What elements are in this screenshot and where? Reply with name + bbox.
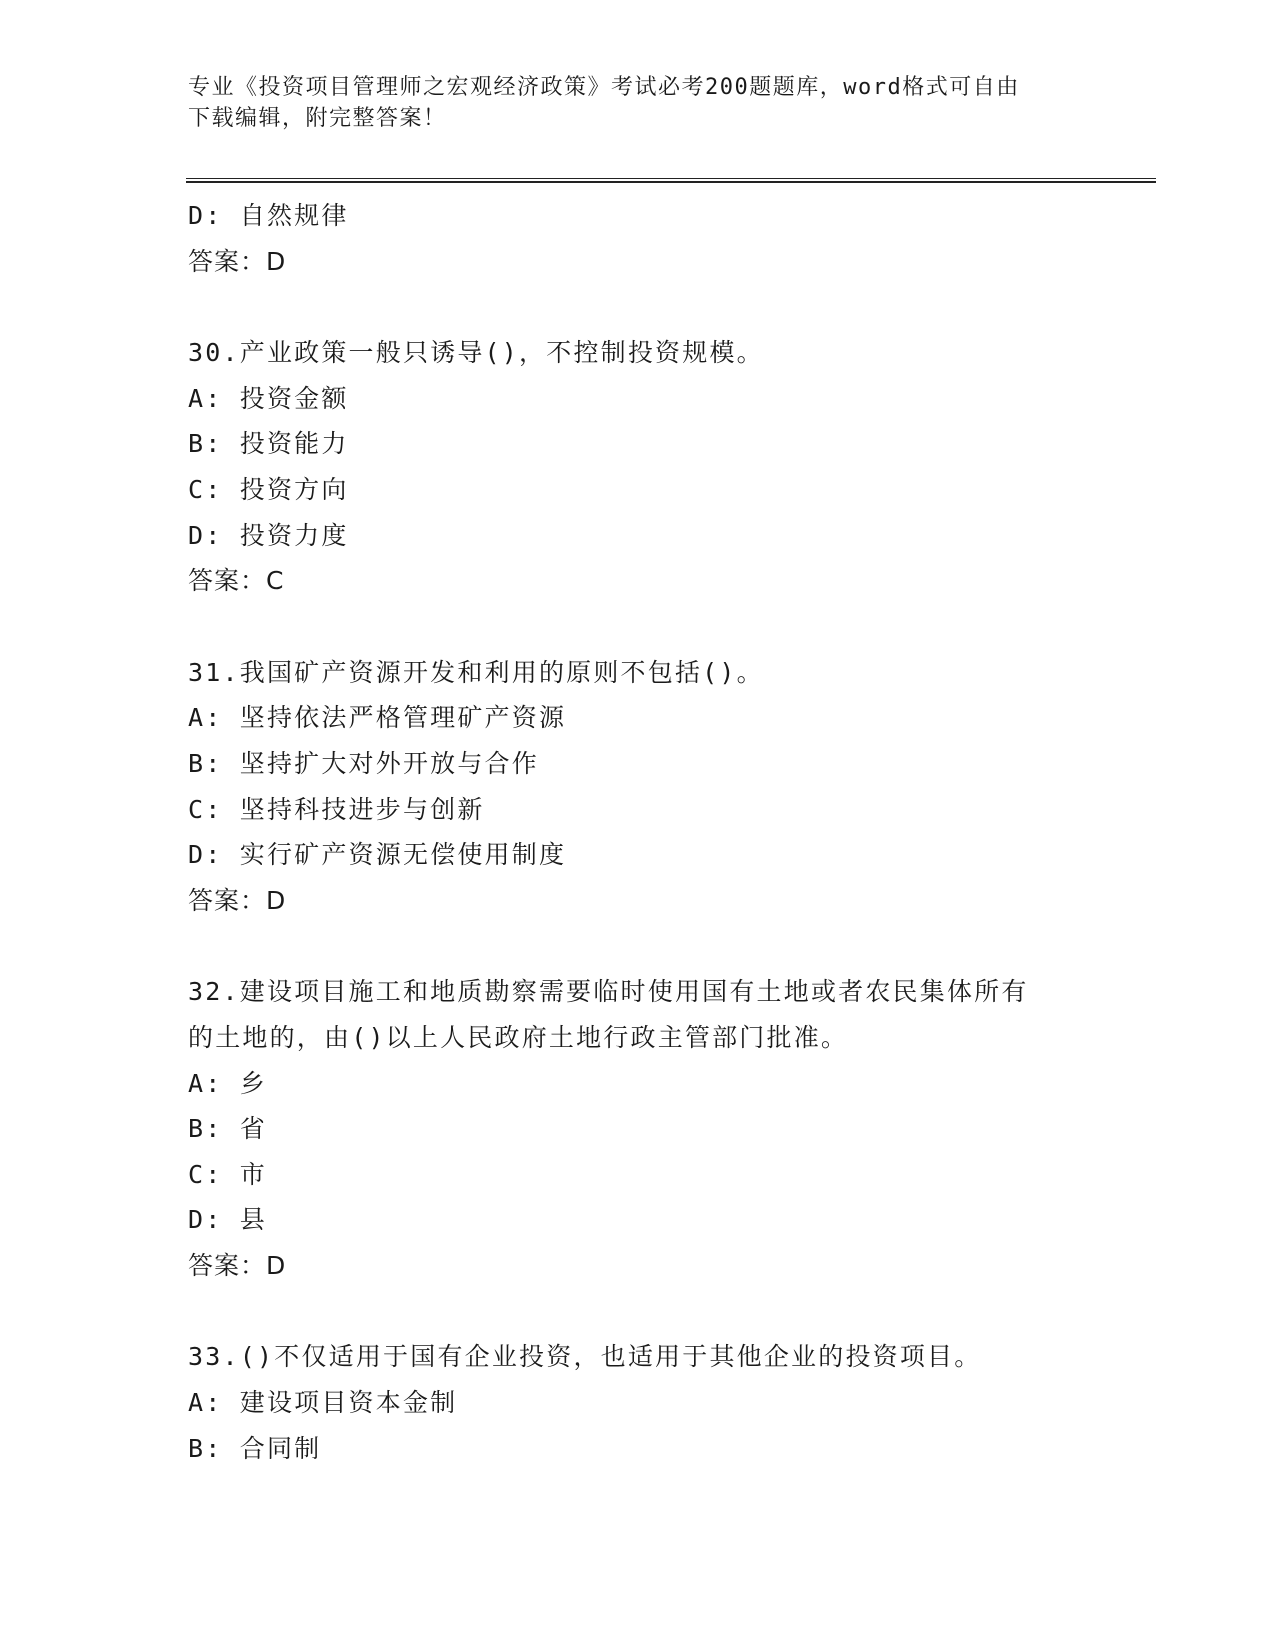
option-c: C: 市: [188, 1159, 267, 1189]
option-d: D: 投资力度: [188, 520, 349, 550]
option-a: A: 乡: [188, 1068, 267, 1098]
option-c: C: 投资方向: [188, 474, 349, 504]
question-text: 30.产业政策一般只诱导()，不控制投资规模。: [188, 338, 764, 368]
option-a: A: 投资金额: [188, 383, 349, 413]
spacer: [188, 923, 1128, 969]
question-block-29-tail: [188, 193, 1128, 284]
question-text-line-1: 32.建设项目施工和地质勘察需要临时使用国有土地或者农民集体所有: [188, 977, 1029, 1007]
spacer: [188, 1288, 1128, 1334]
question-block-30: [188, 330, 1128, 604]
header-line-1: 专业《投资项目管理师之宏观经济政策》考试必考200题题库，word格式可自由: [188, 75, 1020, 100]
document-header: [188, 72, 1088, 134]
question-text-line-2: 的土地的，由()以上人民政府土地行政主管部门批准。: [188, 1022, 849, 1052]
spacer: [188, 284, 1128, 330]
option-a: A: 建设项目资本金制: [188, 1388, 458, 1418]
spacer: [188, 604, 1128, 650]
option-c: C: 坚持科技进步与创新: [188, 794, 485, 824]
question-block-33: [188, 1334, 1128, 1471]
option-d: D: 实行矿产资源无偿使用制度: [188, 840, 567, 870]
answer-line: 答案：C: [188, 566, 285, 596]
option-d: D: 县: [188, 1205, 267, 1235]
header-divider: [186, 178, 1156, 183]
question-text: 31.我国矿产资源开发和利用的原则不包括()。: [188, 657, 764, 687]
option-b: B: 坚持扩大对外开放与合作: [188, 748, 539, 778]
answer-line: 答案：D: [188, 246, 287, 276]
option-d: D: 自然规律: [188, 201, 349, 230]
option-b: B: 省: [188, 1114, 267, 1144]
answer-line: 答案：D: [188, 885, 287, 915]
header-line-2: 下载编辑，附完整答案！: [188, 106, 447, 131]
option-b: B: 投资能力: [188, 429, 349, 459]
answer-line: 答案：D: [188, 1250, 287, 1280]
question-block-31: [188, 650, 1128, 924]
option-a: A: 坚持依法严格管理矿产资源: [188, 703, 567, 733]
question-block-32: [188, 969, 1128, 1288]
question-text: 33.()不仅适用于国有企业投资，也适用于其他企业的投资项目。: [188, 1342, 982, 1372]
option-b: B: 合同制: [188, 1433, 322, 1463]
question-list: [188, 193, 1128, 1471]
